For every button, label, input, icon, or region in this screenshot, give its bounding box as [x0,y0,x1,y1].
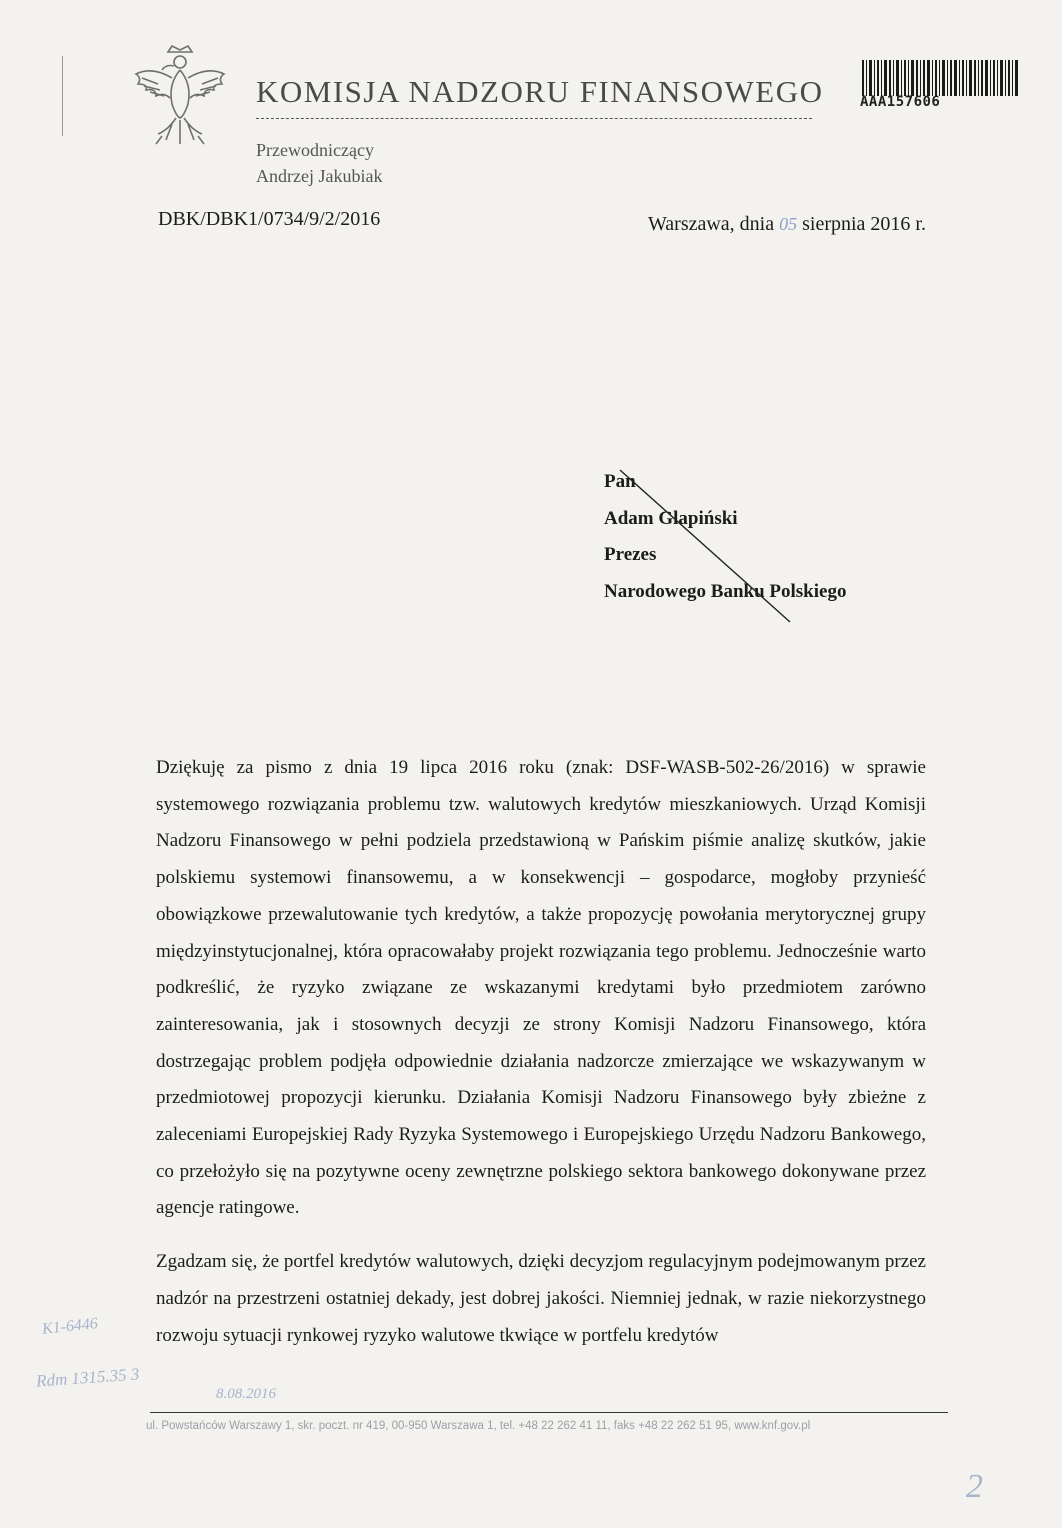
letter-body [156,750,926,1371]
body-paragraph-1: Dziękuję za pismo z dnia 19 lipca 2016 roku (znak: DSF-WASB-502-26/2016) w sprawie systemowego rozwiązania problemu tzw. walutowych kredytów mieszkaniowych. Urząd Komisji Nadzoru Finansowego w pełni podziela przedstawioną w Pańskim piśmie analizę skutków, jakie polskiemu systemowi finansowemu, a w konsekwencji – gospodarce, mogłoby przynieść obowiązkowe przewalutowanie tych kredytów, a także propozycję powołania merytorycznej grupy międzyinstytucjonalnej, która opracowałaby projekt rozwiązania tego problemu. Jednocześnie warto podkreślić, że ryzyko związane ze wskazanymi kredytami było przedmiotem zarówno zainteresowania, jak i stosownych decyzji ze strony Komisji Nadzoru Finansowego, która dostrzegając problem podjęła odpowiednie działania nadzorcze zmierzające we wskazywanym w przedmiotowej propozycji kierunku. Działania Komisji Nadzoru Finansowego były zbieżne z zaleceniami Europejskiej Rady Ryzyka Systemowego i Europejskiego Urzędu Nadzoru Bankowego, co przełożyło się na pozytywne oceny zewnętrzne polskiego sektora bankowego dokonywane przez agencje ratingowe. [156,757,926,1219]
handwritten-margin-note-1: K1-6446 [41,1315,99,1338]
handwritten-page-mark: 2 [966,1468,983,1505]
polish-eagle-emblem-icon [128,44,232,150]
date-suffix: sierpnia 2016 r. [802,213,926,235]
addressee-institution: Narodowego Banku Polskiego [604,580,847,602]
scan-edge-line [62,56,63,136]
date-prefix: Warszawa, dnia [648,213,775,235]
footer-divider [150,1412,948,1413]
organization-name: KOMISJA NADZORU FINANSOWEGO [256,74,824,109]
header-divider [256,118,812,119]
addressee-salutation: Pan [604,471,636,492]
document-date [648,213,926,236]
diagonal-strike-line [618,468,798,628]
handwritten-margin-note-3: 8.08.2016 [216,1386,276,1402]
document-reference: DBK/DBK1/0734/9/2/2016 [158,208,381,230]
barcode-number: AAA157606 [860,94,941,110]
barcode-icon [862,60,1020,96]
body-paragraph-2: Zgadzam się, że portfel kredytów walutowych, dzięki decyzjom regulacyjnym podejmowanym przez nadzór na przestrzeni ostatniej dekady, jest dobrej jakości. Niemniej jednak, w razie niekorzystnego rozwoju sytuacji rynkowej ryzyko walutowe tkwiące w portfelu kredytów [156,1251,926,1346]
chair-name: Andrzej Jakubiak [256,166,383,186]
addressee-name: Adam Glapiński [604,507,738,529]
date-day: 05 [779,214,798,234]
footer-address: ul. Powstańców Warszawy 1, skr. poczt. nr 419, 00-950 Warszawa 1, tel. +48 22 262 41 11, faks +48 22 262 51 95, www.knf.gov.pl [146,1420,811,1432]
chair-title: Przewodniczący [256,140,374,160]
addressee-position: Prezes [604,544,657,565]
handwritten-margin-note-2: Rdm 1315.35 3 [35,1364,140,1391]
